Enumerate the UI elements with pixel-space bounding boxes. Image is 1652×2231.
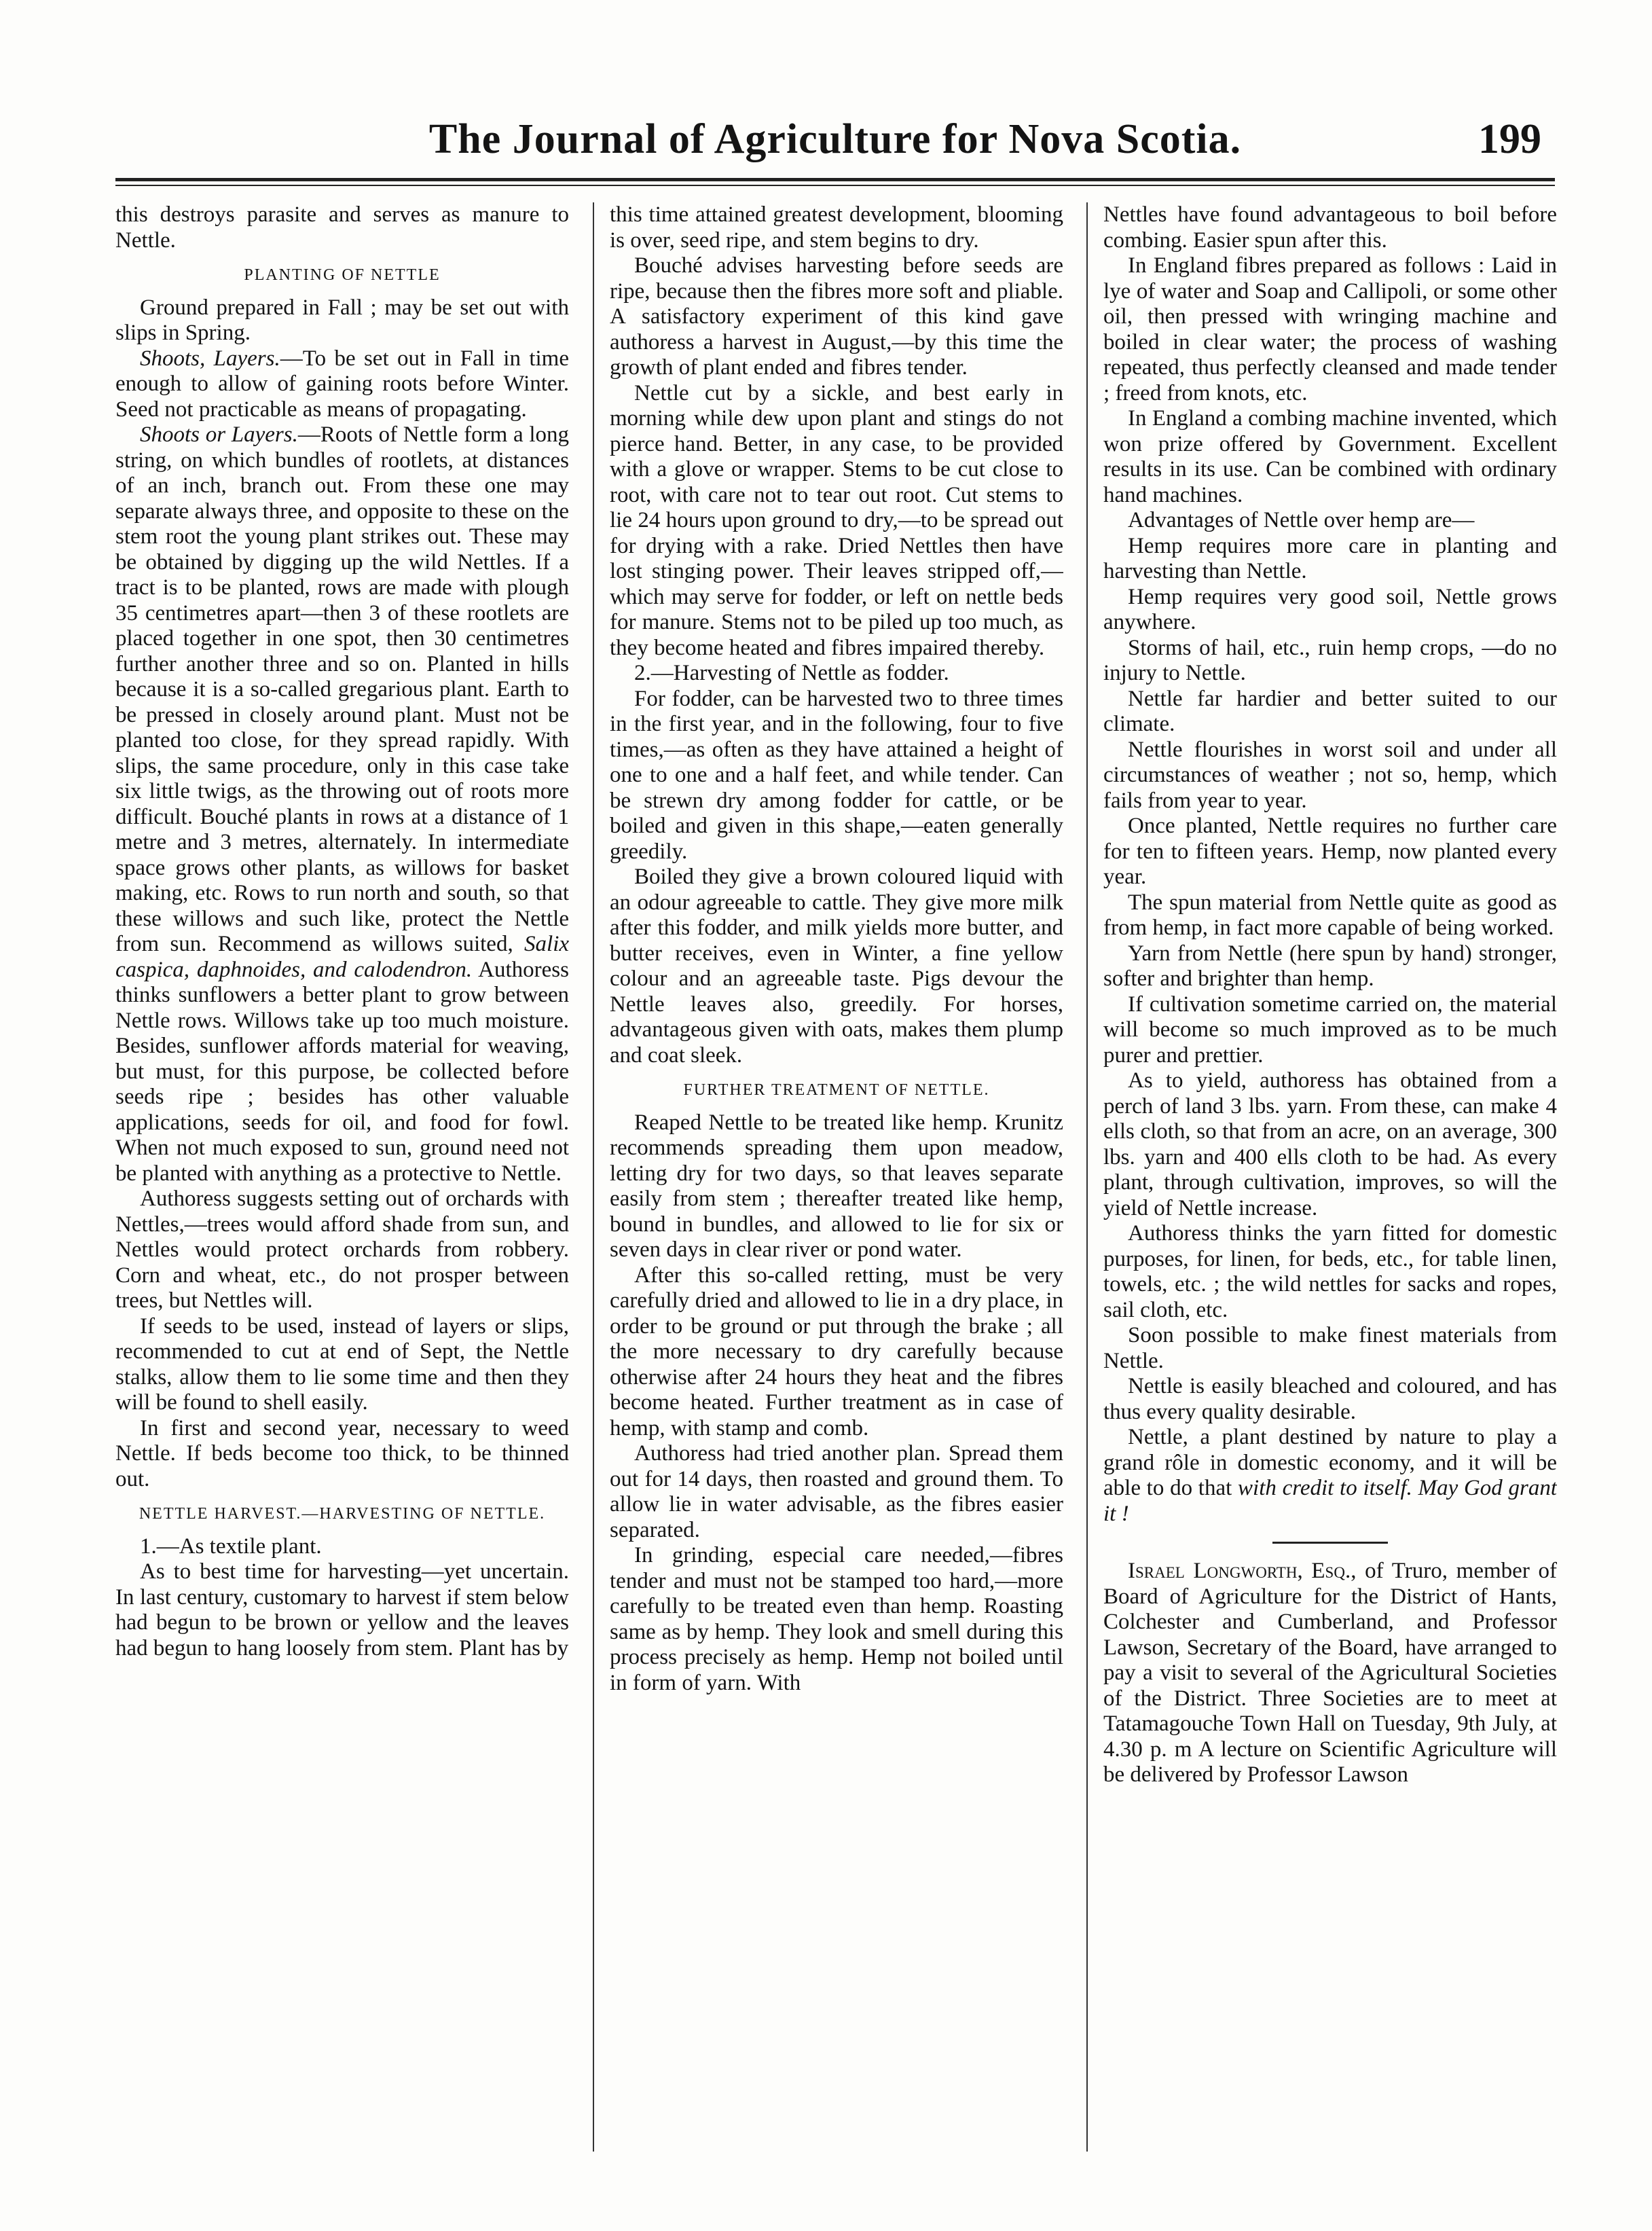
paragraph: Hemp requires very good soil, Nettle grows anywhere. bbox=[1103, 584, 1557, 634]
paragraph-body: Nettle, a plant destined by nature to play a grand rôle in domestic economy, and it will be able to do that bbox=[1103, 1425, 1557, 1500]
paragraph: As to yield, authoress has obtained from a perch of land 3 lbs. yarn. From these, can make 4 ells cloth, so that from an acre, on an average, 300 lbs. yarn and 400 ells cloth to be had. As every plant, through cultivation, improves, so will the yield of Nettle increase. bbox=[1103, 1068, 1557, 1220]
paragraph-lead: Shoots, Layers. bbox=[140, 346, 280, 371]
paragraph: Once planted, Nettle requires no further care for ten to fifteen years. Hemp, now planted every year. bbox=[1103, 814, 1557, 889]
section-heading: NETTLE HARVEST.—HARVESTING OF NETTLE. bbox=[139, 1505, 546, 1523]
header-rule-thin bbox=[115, 185, 1555, 186]
column-divider-1 bbox=[593, 202, 594, 2152]
column-2 bbox=[610, 202, 1063, 2158]
paragraph: Ground prepared in Fall ; may be set out with slips in Spring. bbox=[115, 295, 569, 345]
column-3 bbox=[1103, 202, 1557, 2158]
separator-rule bbox=[1272, 1542, 1388, 1544]
header-rule-thick bbox=[115, 178, 1555, 181]
paragraph: 2.—Harvesting of Nettle as fodder. bbox=[634, 661, 949, 685]
journal-title: The Journal of Agriculture for Nova Scotia. bbox=[428, 116, 1242, 162]
paragraph: If seeds to be used, instead of layers or slips, recommended to cut at end of Sept, the Nettle stalks, allow them to lie some time and then they will be found to shell easily. bbox=[115, 1313, 569, 1415]
paragraph: Yarn from Nettle (here spun by hand) stronger, softer and brighter than hemp. bbox=[1103, 941, 1557, 991]
paragraph: Authoress suggests setting out of orchards with Nettles,—trees would afford shade from sun, and Nettles would protect orchards from robbery. Corn and wheat, etc., do not prosper between trees, but Nettles will. bbox=[115, 1186, 569, 1313]
paragraph: Authoress thinks the yarn fitted for domestic purposes, for linen, for beds, etc., for table linen, towels, etc. ; the wild nettles for sacks and ropes, sail cloth, etc. bbox=[1103, 1221, 1557, 1322]
paragraph: The spun material from Nettle quite as good as from hemp, in fact more capable of being worked. bbox=[1103, 890, 1557, 940]
paragraph bbox=[115, 346, 569, 423]
paragraph-body: of Truro, member of Board of Agriculture for the District of Hants, Colchester and Cumberland, and Professor Lawson, Secretary of the Board, have arranged to pay a visit to several of the Agricultural Societies of the District. Three Societies are to meet at Tatamagouche Town Hall on Tuesday, 9th July, at 4.30 p. m A lecture on Scientific Agriculture will be delivered by Professor Lawson bbox=[1103, 1559, 1557, 1787]
paragraph: Nettle far hardier and better suited to our climate. bbox=[1103, 686, 1557, 736]
paragraph: Hemp requires more care in planting and harvesting than Nettle. bbox=[1103, 533, 1557, 583]
paragraph: Boiled they give a brown coloured liquid with an odour agreeable to cattle. They give more milk after this fodder, and milk yields more butter, and butter receives, even in Winter, a fine yellow colour and an agreeable taste. Pigs devour the Nettle leaves also, greedily. For horses, advantageous given with oats, makes them plump and coat sleek. bbox=[610, 865, 1063, 1068]
paragraph: Soon possible to make finest materials from Nettle. bbox=[1103, 1323, 1557, 1373]
paragraph: Nettles have found advantageous to boil before combing. Easier spun after this. bbox=[1103, 202, 1557, 253]
paragraph: this time attained greatest development, blooming is over, seed ripe, and stem begins to dry. bbox=[610, 202, 1063, 253]
paragraph-body: Authoress thinks sunflowers a better plant to grow between Nettle rows. Willows take up too much moisture. Besides, sunflower affords material for weaving, but must, for this purpose, be collected before seeds ripe ; besides has other valuable applications, seeds for oil, and food for fowl. When not much exposed to sun, ground need not be planted with anything as a protective to Nettle. bbox=[115, 957, 569, 1186]
paragraph: For fodder, can be harvested two to three times in the first year, and in the following, four to five times,—as often as they have attained a height of one to one and a half feet, and while tender. Can be strewn dry among fodder for cattle, or be boiled and given in this shape,—eaten generally greedily. bbox=[610, 686, 1063, 864]
paragraph: After this so-called retting, must be very carefully dried and allowed to lie in a dry place, in order to be ground or put through the brake ; all the more necessary to dry carefully because otherwise after 24 hours they heat and the fibres become heated. Further treatment as in case of hemp, with stamp and comb. bbox=[610, 1263, 1063, 1440]
paragraph bbox=[115, 422, 569, 1186]
species-names: Salix caspica, daphnoides, and calodendron. bbox=[115, 932, 569, 982]
paragraph-body: —Roots of Nettle form a long string, on which bundles of rootlets, at distances of an inch, branch out. From these one may separate always three, and opposite to these on the stem root the young plant strikes out. These may be obtained by digging up the wild Nettles. If a tract is to be planted, rows are made with plough 35 centimetres apart—then 3 of these rootlets are placed together in one spot, then 30 centimetres further another three and so on. Planted in hills because it is a so-called gregarious plant. Earth to be pressed in closely around plant. Must not be planted too close, for they spread rapidly. With slips, the same procedure, only in this case take six little twigs, as the throwing out of roots more difficult. Bouché plants in rows at a distance of 1 metre and 3 metres, alternately. In intermediate space grows other plants, as willows for basket making, etc. Rows to run north and south, so that these willows and such like, protect the Nettle from sun. Recommend as willows suited, bbox=[115, 422, 569, 956]
paragraph-body: —To be set out in Fall in time enough to allow of gaining roots before Winter. Seed not practicable as means of propagating. bbox=[115, 346, 569, 422]
paragraph: 1.—As textile plant. bbox=[140, 1534, 322, 1559]
paragraph: In first and second year, necessary to weed Nettle. If beds become too thick, to be thinned out. bbox=[115, 1415, 569, 1491]
paragraph: Bouché advises harvesting before seeds are ripe, because then the fibres more soft and pliable. A satisfactory experiment of this kind gave authoress a harvest in August,—by this time the growth of plant ended and fibres tender. bbox=[610, 253, 1063, 380]
person-name: Israel Longworth, Esq., bbox=[1128, 1559, 1357, 1583]
paragraph: Nettle is easily bleached and coloured, and has thus every quality desirable. bbox=[1103, 1374, 1557, 1424]
paragraph bbox=[1103, 1559, 1557, 1788]
paragraph: As to best time for harvesting—yet uncertain. In last century, customary to harvest if stem below had begun to be brown or yellow and the leaves had begun to hang loosely from stem. Plant has by bbox=[115, 1559, 569, 1661]
closing-italic: with credit to itself. May God grant it ! bbox=[1103, 1476, 1557, 1526]
paragraph: Storms of hail, etc., ruin hemp crops, —do no injury to Nettle. bbox=[1103, 635, 1557, 685]
paragraph: Nettle flourishes in worst soil and under all circumstances of weather ; not so, hemp, which fails from year to year. bbox=[1103, 737, 1557, 813]
paragraph: Advantages of Nettle over hemp are— bbox=[1128, 508, 1475, 532]
section-heading: FURTHER TREATMENT OF NETTLE. bbox=[683, 1081, 990, 1099]
paragraph: In grinding, especial care needed,—fibres tender and must not be stamped too hard,—more carefully to be treated even than hemp. Roasting same as by hemp. They look and smell during this process precisely as hemp. Hemp not boiled until in form of yarn. With bbox=[610, 1543, 1063, 1695]
column-divider-2 bbox=[1086, 202, 1088, 2152]
paragraph: Nettle cut by a sickle, and best early in morning while dew upon plant and stings do not pierce hand. Better, in any case, to be provided with a glove or wrapper. Stems to be cut close to root, with care not to tear out root. Cut stems to lie 24 hours upon ground to dry,—to be spread out for drying with a rake. Dried Nettles then have lost stinging power. Their leaves stripped off,—which may serve for fodder, or left on nettle beds for manure. Stems not to be piled up too much, as they become heated and fibres impaired thereby. bbox=[610, 380, 1063, 660]
paragraph-lead: Shoots or Layers. bbox=[140, 422, 298, 447]
paragraph: Authoress had tried another plan. Spread them out for 14 days, then roasted and ground them. To allow lie in water advisable, as the fibres easier separated. bbox=[610, 1441, 1063, 1542]
section-heading: PLANTING OF NETTLE bbox=[244, 266, 441, 284]
page-header bbox=[115, 109, 1555, 183]
paragraph: In England a combing machine invented, which won prize offered by Government. Excellent results in its use. Can be combined with ordinary hand machines. bbox=[1103, 406, 1557, 507]
paragraph: If cultivation sometime carried on, the material will become so much improved as to be much purer and prettier. bbox=[1103, 992, 1557, 1068]
paragraph: In England fibres prepared as follows : Laid in lye of water and Soap and Callipoli, or some other oil, then pressed with wringing machine and boiled in clear water; the process of washing repeated, thus perfectly cleansed and made tender ; freed from knots, etc. bbox=[1103, 253, 1557, 405]
paragraph: Reaped Nettle to be treated like hemp. Krunitz recommends spreading them upon meadow, letting dry for two days, so that leaves separate easily from stem ; thereafter treated like hemp, bound in bundles, and allowed to lie for six or seven days in clear river or pond water. bbox=[610, 1110, 1063, 1262]
paragraph bbox=[1103, 1425, 1557, 1527]
column-1 bbox=[115, 202, 569, 2158]
page-number: 199 bbox=[1478, 116, 1541, 162]
paragraph: this destroys parasite and serves as manure to Nettle. bbox=[115, 202, 569, 253]
